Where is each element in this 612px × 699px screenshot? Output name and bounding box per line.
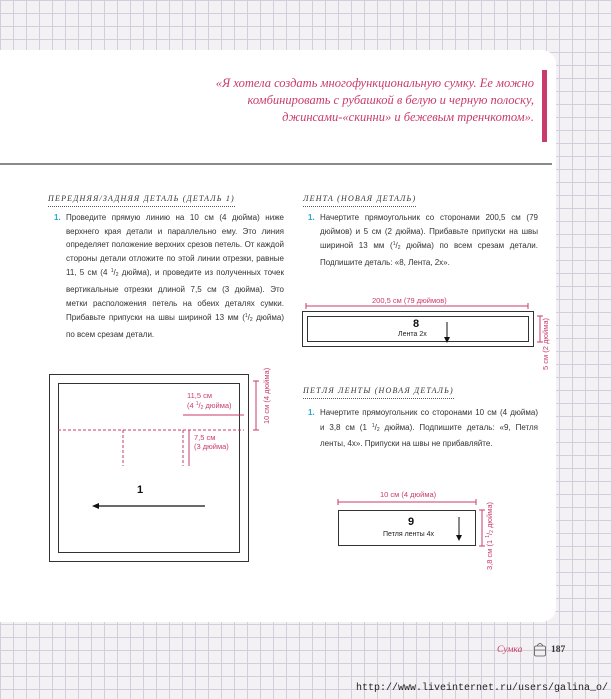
piece-number-1: 1 xyxy=(137,484,144,496)
dim-label-7-5-line2: (3 дюйма) xyxy=(194,442,229,451)
fraction-numerator: 1 xyxy=(392,241,396,248)
quote-line-2: комбинировать с рубашкой в белую и черную полоску, xyxy=(247,93,534,107)
fraction-denominator: 2 xyxy=(397,245,401,252)
dim-label-10cm: 10 см (4 дюйма) xyxy=(380,490,437,499)
piece-name-8: Лента 2х xyxy=(398,331,427,338)
step-number: 1. xyxy=(308,408,315,417)
dim-label-11-5-line1: 11,5 см xyxy=(187,391,213,400)
dim-label-11-5-line2: (4 $^1/_2$ дюйма) xyxy=(187,401,232,411)
section-title-front-back: ПЕРЕДНЯЯ/ЗАДНЯЯ ДЕТАЛЬ (ДЕТАЛЬ 1) xyxy=(48,194,235,203)
dim-label-3-8: 3,8 см (1 $^1/_2$ дюйма) xyxy=(485,501,495,570)
fraction-numerator: 1 xyxy=(371,422,375,429)
fraction-denominator: 2 xyxy=(376,426,380,433)
step-text-1: Начертите прямоугольник со сторонами 200,5 см (79 дюймов) и 5 см (2 дюйма). Прибавьте припуски на швы шириной 13 мм ( xyxy=(320,213,538,251)
step-number: 1. xyxy=(54,213,61,222)
step-text-1: Проведите прямую линию на 10 см (4 дюйма) ниже верхнего края детали и параллельно ему. Это линия определяет положение верхних срезов петель. От каждой стороны детали отложите по этой линии отрезки, равные 11, 5 см (4 xyxy=(66,213,284,278)
step-strap: 1. Начертите прямоугольник со сторонами 200,5 см (79 дюймов) и 5 см (2 дюйма). Прибавьте припуски на швы шириной 13 мм ($^1/_2$ дюйма) по всем срезам детали. Подпишите деталь: «8, Лента, 2х». xyxy=(308,213,538,267)
step-text-3: дюйма) по всем срезам детали. xyxy=(66,313,284,339)
fraction-denominator: 2 xyxy=(115,272,119,279)
piece-name-9: Петля ленты 4х xyxy=(383,531,434,538)
step-front-back: 1. Проведите прямую линию на 10 см (4 дюйма) ниже верхнего края детали и параллельно ему. Это линия определяет положение верхних срезов петель. От каждой стороны детали отложите по этой линии отрезки, равные 11, 5 см (4 $^1/_2$ дюйма), и проведите из полученных точек вертикальные отрезки длиной 7,5 см (3 дюйма). Это метки расположения петель на обеих деталях сумки. Прибавьте припуски на швы шириной 13 мм ($^1/_2$ дюйма) по всем срезам детали. xyxy=(54,213,284,339)
piece-number-9: 9 xyxy=(408,516,415,528)
step-text-2: дюйма), и проведите из полученных точек вертикальные отрезки длиной 7,5 см (3 дюйма). Это метки расположения петель на обеих деталях сумки. Прибавьте припуски на швы шириной 13 мм ( xyxy=(66,268,284,323)
fraction-numerator: 1 xyxy=(244,313,248,320)
step-text-1: Начертите прямоугольник со сторонами 10 см (4 дюйма) и 3,8 см (1 xyxy=(320,408,538,432)
quote-line-1: «Я хотела создать многофункциональную сумку. Ее можно xyxy=(215,76,534,90)
fraction-denominator: 2 xyxy=(249,317,253,324)
piece-number-8: 8 xyxy=(413,318,420,330)
quote-line-3: джинсами-«скинни» и бежевым тренчкотом». xyxy=(282,110,534,124)
section-title-loop: ПЕТЛЯ ЛЕНТЫ (НОВАЯ ДЕТАЛЬ) xyxy=(303,386,454,395)
dim-label-10: 10 см (4 дюйма) xyxy=(262,367,271,424)
step-loop: 1. Начертите прямоугольник со сторонами 10 см (4 дюйма) и 3,8 см (1 $^1/_2$ дюйма). Подпишите деталь: «9, Петля ленты, 4х». Припуски на швы не прибавляйте. xyxy=(308,408,539,449)
watermark-url: http://www.liveinternet.ru/users/galina_o/ xyxy=(356,683,609,694)
dim-label-200-5: 200,5 см (79 дюймов) xyxy=(372,296,447,305)
section-title-strap: ЛЕНТА (НОВАЯ ДЕТАЛЬ) xyxy=(303,194,417,203)
dim-label-5: 5 см (2 дюйма) xyxy=(541,317,550,370)
bag-icon xyxy=(532,640,548,658)
step-text-2: дюйма). Подпишите деталь: «9, Петля ленты, 4х». Припуски на швы не прибавляйте. xyxy=(320,422,539,449)
grain-arrow-9 xyxy=(456,535,462,541)
step-text-2: дюйма) по всем срезам детали. Подпишите деталь: «8, Лента, 2х». xyxy=(320,241,538,267)
fraction-numerator: 1 xyxy=(110,268,114,275)
dim-label-7-5-line1: 7,5 см xyxy=(194,433,216,442)
footer-section-title: Сумка xyxy=(497,645,523,655)
page-number: 187 xyxy=(551,645,566,655)
step-number: 1. xyxy=(308,213,315,222)
